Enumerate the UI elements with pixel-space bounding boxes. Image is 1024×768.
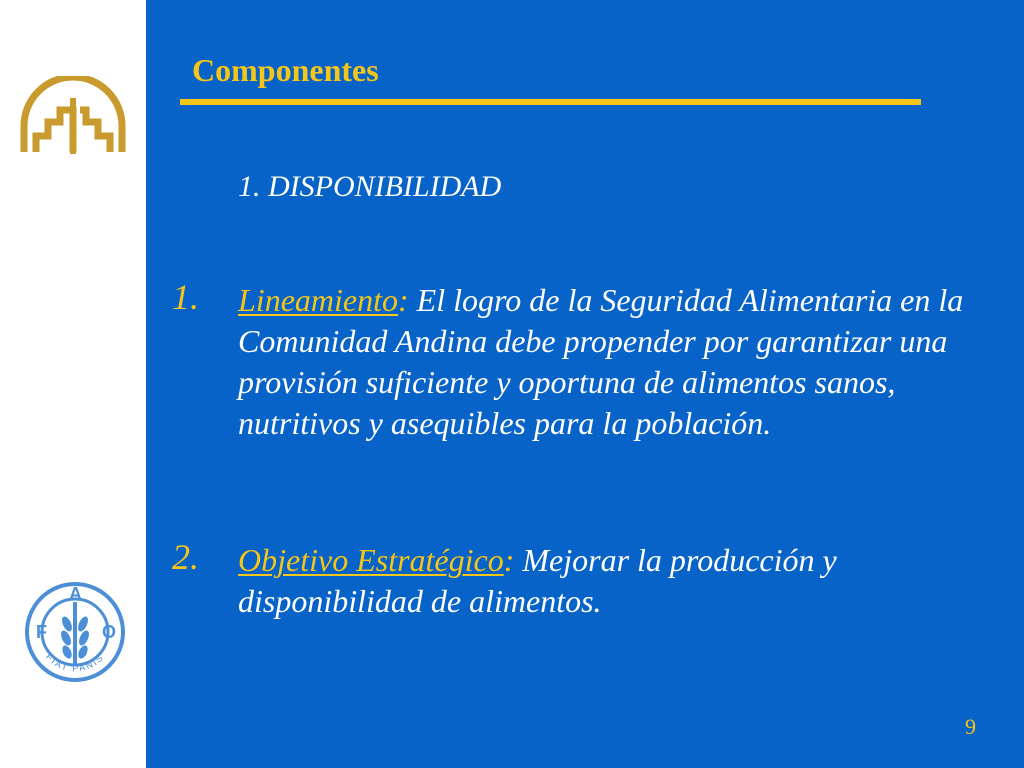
list-item-number: 1.	[172, 277, 199, 317]
list-item-number: 2.	[172, 537, 199, 577]
page-number: 9	[965, 714, 976, 739]
section-heading: 1. DISPONIBILIDAD	[238, 170, 502, 203]
title-underline	[180, 99, 921, 105]
list-item-body	[238, 280, 992, 444]
list-item-separator: :	[503, 542, 515, 578]
list-item-term: Lineamiento	[238, 282, 398, 318]
comunidad-andina-logo	[18, 76, 128, 156]
list-item-term: Objetivo Estratégico	[238, 542, 504, 578]
slide-title: Componentes	[192, 52, 379, 88]
list-item-text: Mejorar la producción y disponibilidad de alimentos.	[238, 542, 837, 619]
sidebar	[0, 0, 146, 768]
fao-letter-f: F	[36, 622, 47, 642]
list-item-body	[238, 540, 992, 622]
fao-logo	[22, 580, 128, 684]
list-item-text: El logro de la Seguridad Alimentaria en la Comunidad Andina debe propender por garantizar una provisión suficiente y oportuna de alimentos sanos, nutritivos y asequibles para la población.	[238, 282, 964, 441]
fao-motto: FIAT PANIS	[43, 651, 107, 674]
list-item-separator: :	[397, 282, 409, 318]
fao-letter-o: O	[102, 622, 117, 642]
fao-letter-a: A	[69, 584, 82, 604]
